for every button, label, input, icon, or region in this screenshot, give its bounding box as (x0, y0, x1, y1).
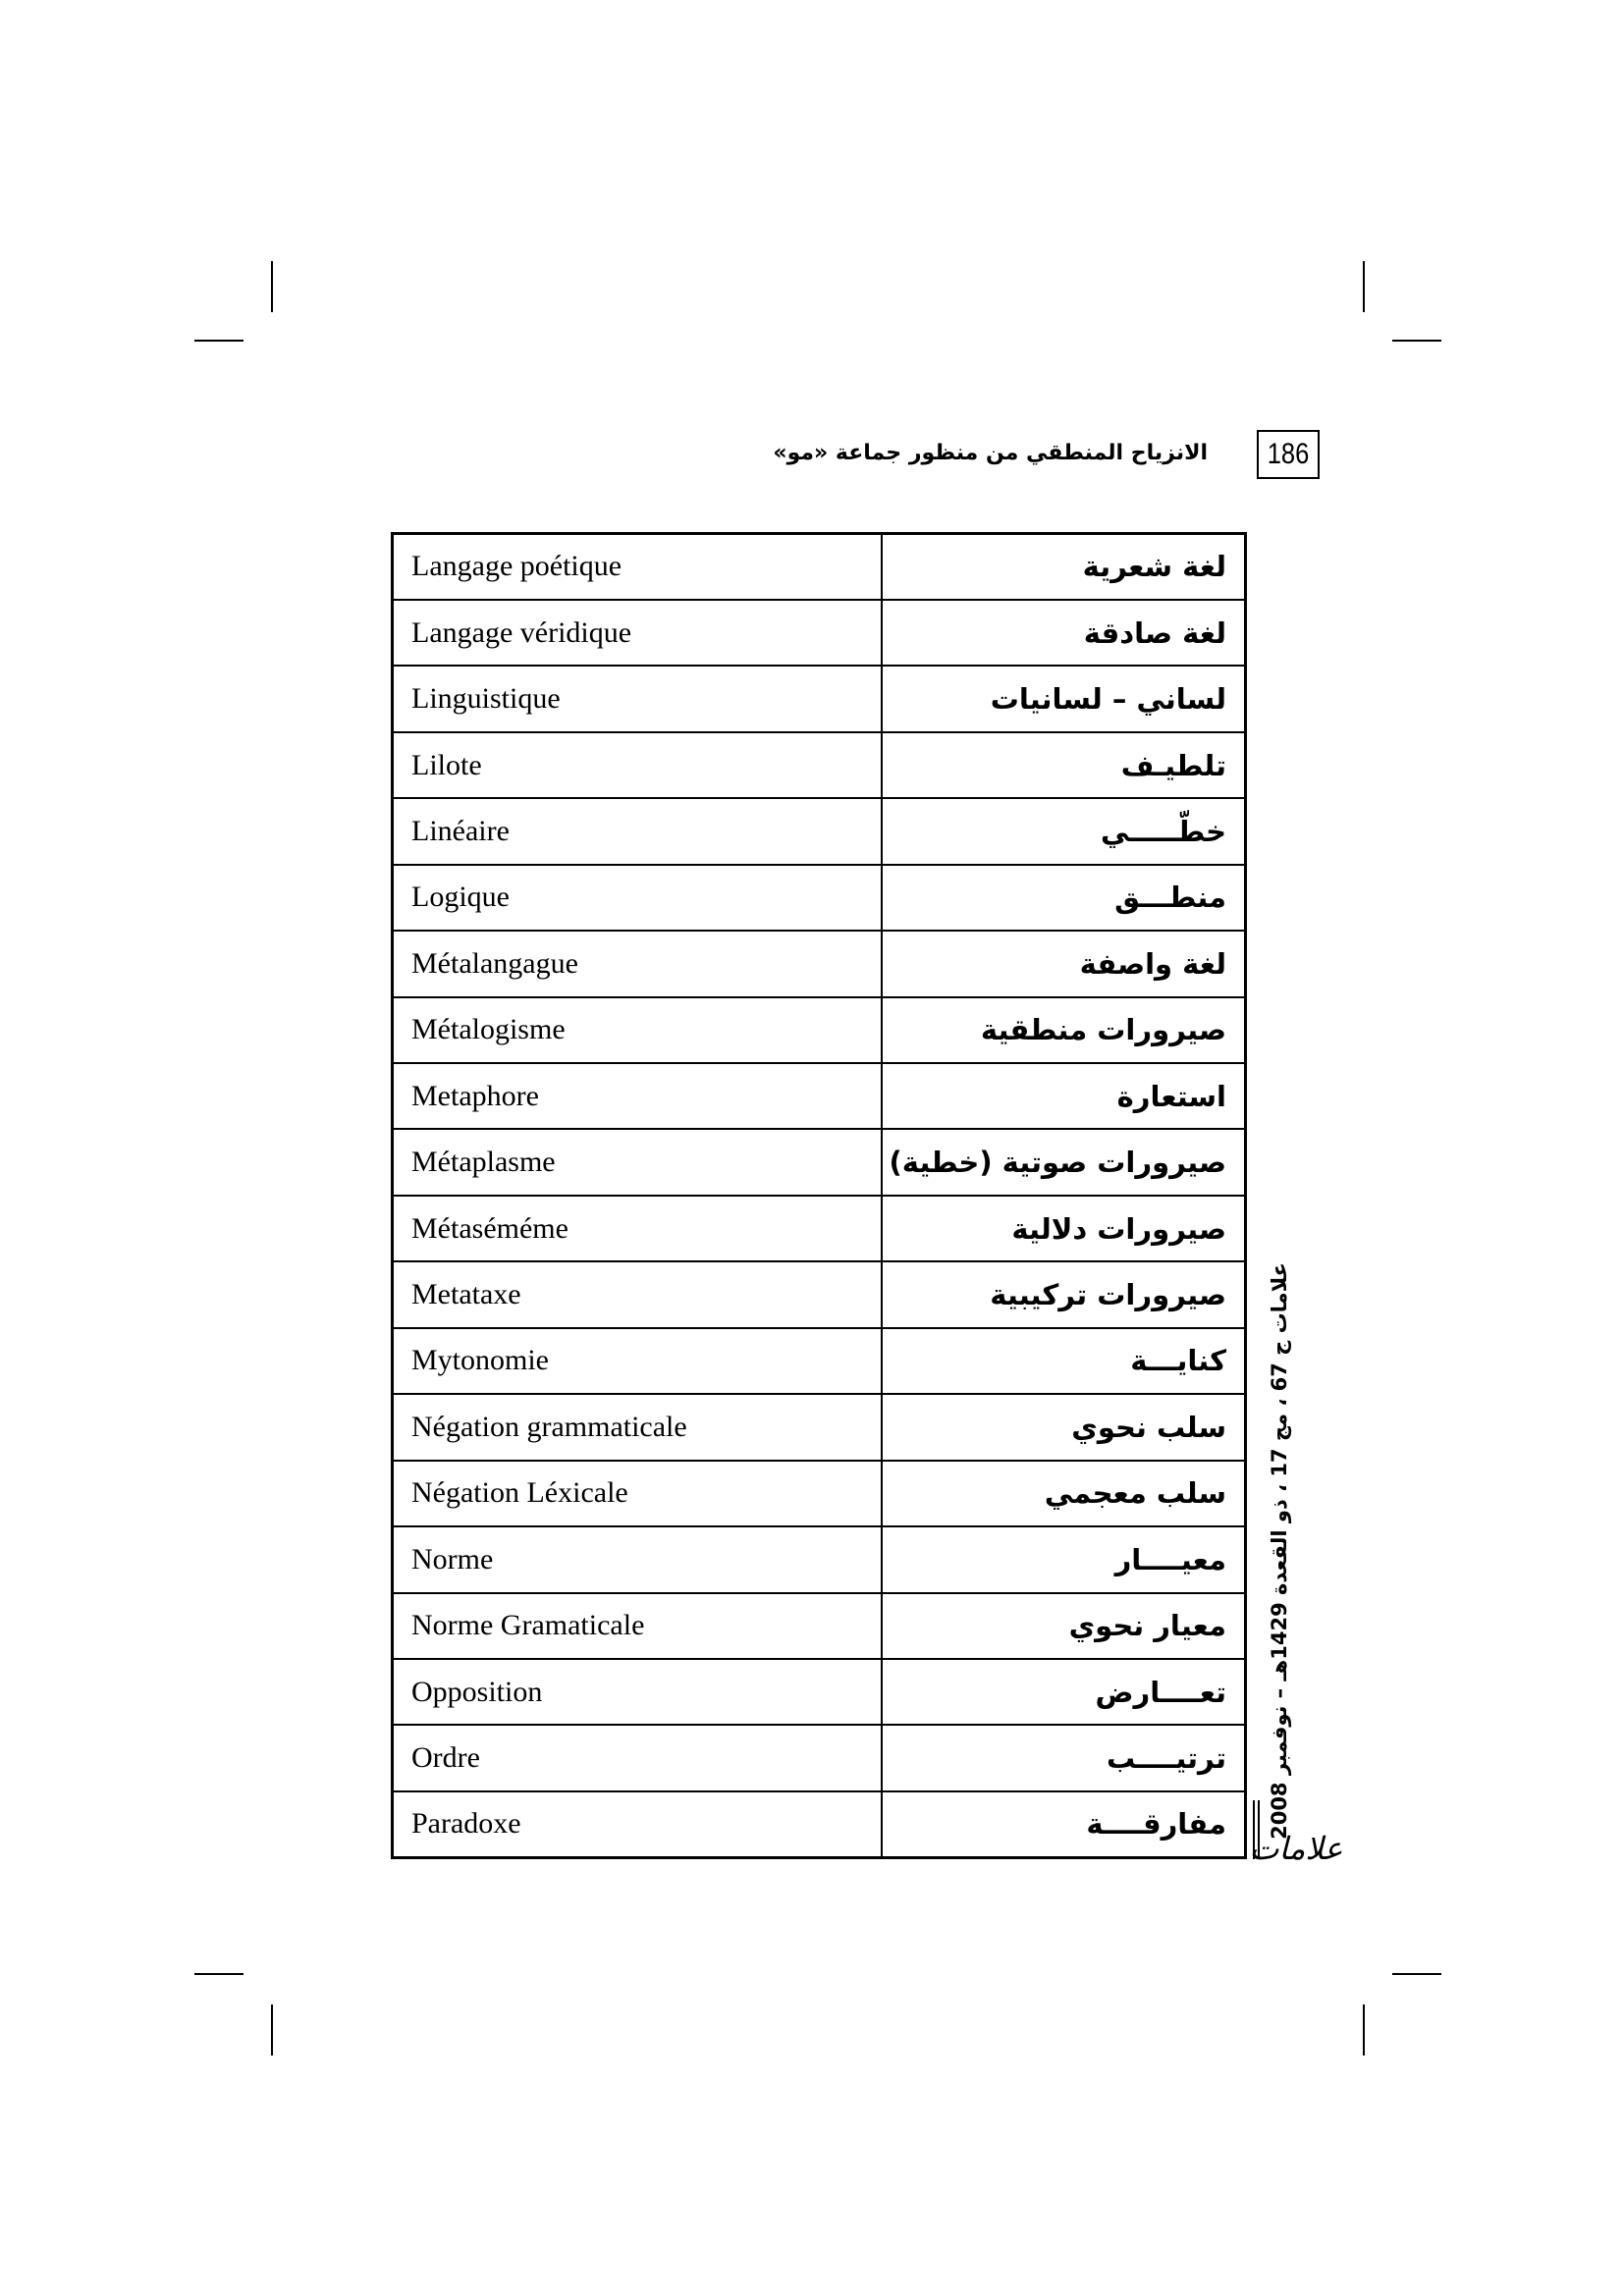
arabic-term: خطّـــــي (882, 798, 1246, 864)
arabic-term: صيرورات صوتية (خطية) (882, 1129, 1246, 1195)
arabic-term: مفارقــــة (882, 1791, 1246, 1858)
journal-citation (1260, 1262, 1299, 1840)
french-term: Opposition (393, 1659, 882, 1725)
journal-citation-text: علامات ج 67 ، مج 17 ، ذو القعدة 1429هـ – نوفمبر 2008 (1268, 1262, 1291, 1840)
table-row (393, 732, 1246, 798)
arabic-term: لغة صادقة (882, 600, 1246, 666)
french-term: Norme (393, 1526, 882, 1592)
french-term: Lilote (393, 732, 882, 798)
arabic-term: سلب معجمي (882, 1461, 1246, 1526)
glossary-table (391, 532, 1247, 1859)
french-term: Mytonomie (393, 1328, 882, 1394)
table-row (393, 1461, 1246, 1526)
crop-mark (1392, 340, 1441, 342)
french-term: Métalangague (393, 931, 882, 996)
french-term: Metataxe (393, 1261, 882, 1327)
arabic-term: لساني – لسانيات (882, 666, 1246, 731)
french-term: Métaplasme (393, 1129, 882, 1195)
page-number-text: 186 (1267, 438, 1310, 470)
table-row (393, 1394, 1246, 1460)
arabic-term: تعــــارض (882, 1659, 1246, 1725)
arabic-term: ترتيــــب (882, 1725, 1246, 1790)
crop-mark (1392, 1973, 1441, 1975)
crop-mark (1363, 2004, 1365, 2056)
arabic-term: صيرورات تركيبية (882, 1261, 1246, 1327)
french-term: Négation grammaticale (393, 1394, 882, 1460)
arabic-term: استعارة (882, 1063, 1246, 1129)
journal-logo (1249, 1824, 1343, 1873)
french-term: Ordre (393, 1725, 882, 1790)
crop-mark (194, 1973, 243, 1975)
french-term: Linguistique (393, 666, 882, 731)
arabic-term: صيرورات منطقية (882, 997, 1246, 1063)
table-row (393, 534, 1246, 600)
page-number (1257, 430, 1320, 479)
french-term: Langage poétique (393, 534, 882, 600)
arabic-term: تلطيـف (882, 732, 1246, 798)
table-row (393, 1659, 1246, 1725)
table-row (393, 865, 1246, 931)
glossary-body (393, 534, 1246, 1858)
table-row (393, 1593, 1246, 1659)
table-row (393, 931, 1246, 996)
french-term: Logique (393, 865, 882, 931)
table-row (393, 1063, 1246, 1129)
french-term: Norme Gramaticale (393, 1593, 882, 1659)
french-term: Linéaire (393, 798, 882, 864)
crop-mark (194, 340, 243, 342)
table-row (393, 1261, 1246, 1327)
arabic-term: معيــــار (882, 1526, 1246, 1592)
table-row (393, 666, 1246, 731)
table-row (393, 1129, 1246, 1195)
table-row (393, 1791, 1246, 1858)
table-row (393, 1196, 1246, 1261)
table-row (393, 1725, 1246, 1790)
arabic-term: معيار نحوي (882, 1593, 1246, 1659)
table-row (393, 997, 1246, 1063)
crop-mark (271, 261, 273, 312)
french-term: Langage véridique (393, 600, 882, 666)
arabic-term: لغة واصفة (882, 931, 1246, 996)
crop-mark (271, 2004, 273, 2056)
table-row (393, 1526, 1246, 1592)
running-title: الانزياح المنطقي من منظور جماعة «مو» (773, 441, 1208, 465)
crop-mark (1363, 261, 1365, 312)
table-row (393, 600, 1246, 666)
arabic-term: كنايـــة (882, 1328, 1246, 1394)
arabic-term: صيرورات دلالية (882, 1196, 1246, 1261)
table-row (393, 1328, 1246, 1394)
french-term: Métaséméme (393, 1196, 882, 1261)
french-term: Métalogisme (393, 997, 882, 1063)
arabic-term: منطـــق (882, 865, 1246, 931)
french-term: Négation Léxicale (393, 1461, 882, 1526)
arabic-term: سلب نحوي (882, 1394, 1246, 1460)
table-row (393, 798, 1246, 864)
arabic-term: لغة شعرية (882, 534, 1246, 600)
french-term: Paradoxe (393, 1791, 882, 1858)
journal-logo-text: علامات (1249, 1830, 1343, 1867)
french-term: Metaphore (393, 1063, 882, 1129)
